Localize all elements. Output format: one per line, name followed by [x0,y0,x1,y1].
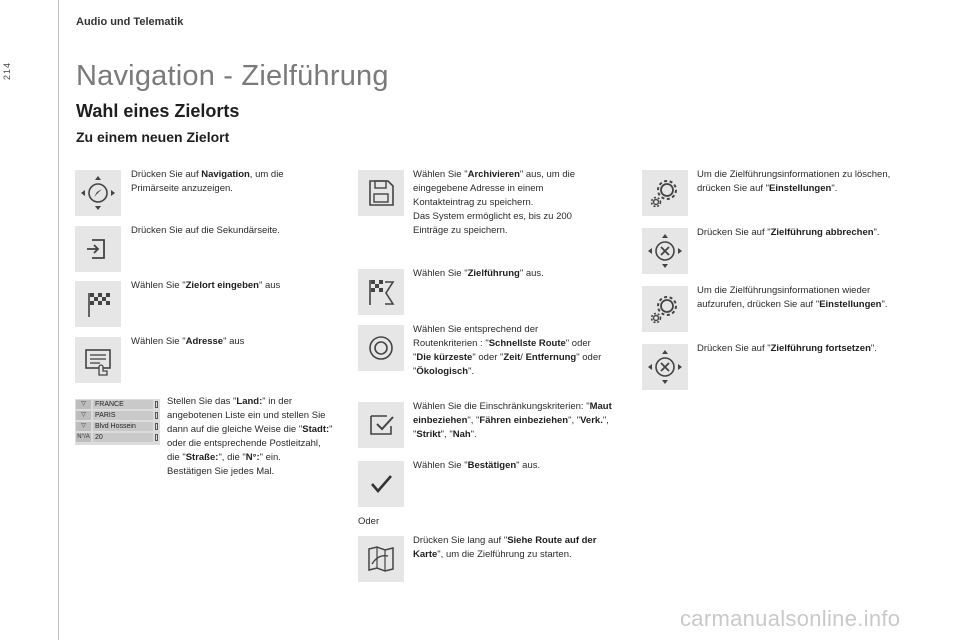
edit-icon [155,434,158,441]
save-icon [358,170,404,216]
resume-guidance-icon [642,344,688,390]
step-zielfuehrung: Wählen Sie "Zielführung" aus. [413,268,544,279]
cancel-guidance-icon [642,228,688,274]
secondary-page-icon [75,226,121,272]
step-secondary: Drücken Sie auf die Sekundärseite. [131,225,280,236]
step-land: Stellen Sie das "Land:" in der angebotenen Liste ein und stellen Sie dann auf die gleiche Weise die "Stadt:" oder die entsprechende Postleitzahl, die "Straße:", die "N°:" ein. Bestätigen Sie jedes Mal. [167,396,333,477]
address-icon [75,337,121,383]
edit-icon [155,401,158,408]
step-restrictions: Wählen Sie die Einschränkungskriterien: "Maut einbeziehen", "Fähren einbeziehen", "Verk.", "Strikt", "Nah". [413,401,612,440]
checkered-flag-icon [75,281,121,327]
chevron-down-icon: ▽ [76,400,91,409]
address-list-image [75,399,160,445]
step-abbrechen: Drücken Sie auf "Zielführung abbrechen". [697,227,880,238]
step-wieder-aufrufen: Um die Zielführungsinformationen wieder aufzurufen, drücken Sie auf "Einstellungen". [697,285,888,310]
or-label: Oder [358,516,380,527]
list-item: ▽ Blvd Hossein [75,421,160,432]
restrictions-icon [358,402,404,448]
settings-gears-icon [642,170,688,216]
section-subsubtitle: Zu einem neuen Zielort [76,129,230,145]
margin-line [58,0,59,640]
page-title: Navigation - Zielführung [76,60,389,92]
page-number: 214 [2,62,12,81]
step-bestaetigen: Wählen Sie "Bestätigen" aus. [413,460,541,471]
chevron-down-icon: ▽ [76,422,91,431]
list-item: N°/A 20 [75,432,160,443]
step-adresse: Wählen Sie "Adresse" aus [131,336,245,347]
navigation-icon [75,170,121,216]
step-archivieren: Wählen Sie "Archivieren" aus, um die eingegebene Adresse in einem Kontakteintrag zu speichern. Das System ermöglicht es, bis zu 200 Einträge zu speichern. [413,169,575,236]
list-item: ▽ FRANCE [75,399,160,410]
step-loeschen: Um die Zielführungsinformationen zu löschen, drücken Sie auf "Einstellungen". [697,169,891,194]
edit-icon [155,412,158,419]
step-route-criteria: Wählen Sie entsprechend der Routenkriterien : "Schnellste Route" oder "Die kürzeste" oder "Zeit/ Entfernung" oder "Ökologisch". [413,324,602,377]
route-criteria-icon [358,325,404,371]
section-subtitle: Wahl eines Zielorts [76,101,240,121]
guidance-flag-icon [358,269,404,315]
step-navigation: Drücken Sie auf Navigation, um die Primärseite anzuzeigen. [131,169,284,194]
section-header: Audio und Telematik [76,16,184,28]
list-item: ▽ PARIS [75,410,160,421]
watermark: carmanualsonline.info [680,606,901,631]
step-siehe-route: Drücken Sie lang auf "Siehe Route auf der Karte", um die Zielführung zu starten. [413,535,597,560]
step-zielort: Wählen Sie "Zielort eingeben" aus [131,280,281,291]
map-route-icon [358,536,404,582]
chevron-down-icon: ▽ [76,411,91,420]
edit-icon [155,423,158,430]
confirm-check-icon [358,461,404,507]
settings-gears-icon [642,286,688,332]
step-fortsetzen: Drücken Sie auf "Zielführung fortsetzen". [697,343,877,354]
